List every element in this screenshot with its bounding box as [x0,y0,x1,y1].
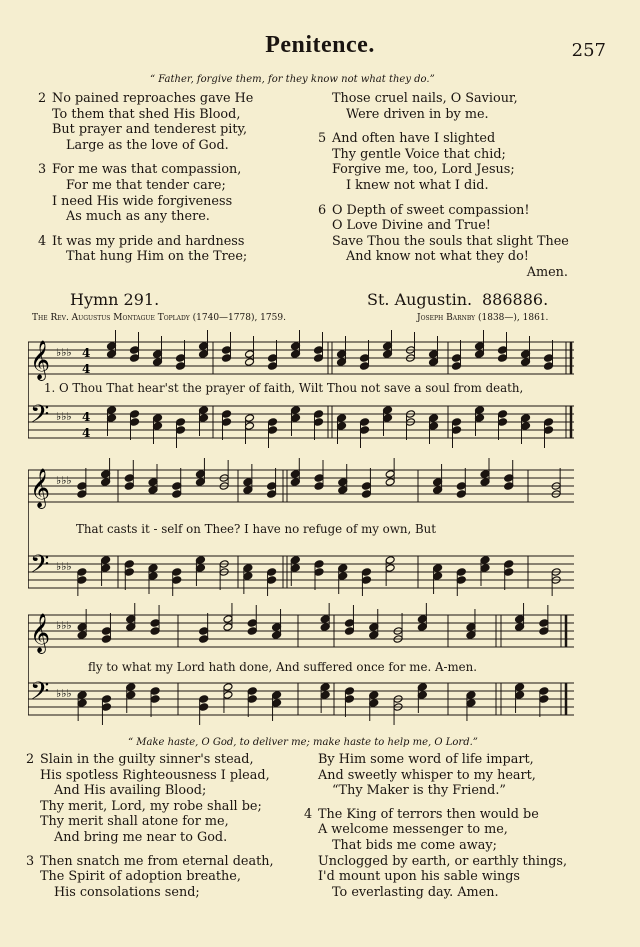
verse-line: That bids me come away; [332,837,497,853]
verse-line: Thy merit shall atone for me, [40,814,229,830]
verse-line: Forgive me, too, Lord Jesus; [332,162,515,178]
notehead [337,358,347,367]
notehead [466,623,476,632]
notehead [195,564,205,573]
notehead [515,683,525,692]
bass-clef-icon: 𝄢 [30,400,50,435]
notehead [360,418,370,427]
notehead [267,490,277,499]
notehead [101,556,111,565]
verse-line: To them that shed His Blood, [52,106,241,122]
verse-column-left [38,91,253,265]
notehead [268,354,278,363]
notehead [360,426,370,435]
notehead [429,414,439,423]
notehead [475,350,485,359]
svg-text:♭♭♭: ♭♭♭ [56,410,72,423]
notehead [337,414,347,423]
notehead [172,568,182,577]
notehead [222,418,232,427]
notehead [107,406,117,415]
verse-line: “Thy Maker is thy Friend.” [332,783,506,799]
notehead [314,418,324,427]
notehead [369,631,379,640]
notehead [338,478,348,487]
notehead [150,695,160,704]
notehead [150,619,160,628]
notehead [153,414,163,423]
notehead [195,556,205,565]
notehead [172,482,182,491]
notehead [417,623,427,632]
notehead [268,362,278,371]
notehead [126,683,136,692]
notehead [314,482,324,491]
notehead [272,691,282,700]
notehead [544,426,554,435]
notehead [314,474,324,483]
notehead [124,568,134,577]
notehead [320,615,330,624]
notehead [291,406,301,415]
verse-line: His spotless Righteousness I plead, [40,767,270,783]
notehead [338,572,348,581]
notehead [433,486,443,495]
notehead [314,568,324,577]
notehead [433,478,443,487]
notehead [383,414,393,423]
notehead [466,631,476,640]
notehead [521,358,531,367]
notehead [385,564,395,573]
notehead [107,342,117,351]
notehead [515,615,525,624]
verse-line: O Love Divine and True! [332,218,491,234]
notehead [107,350,117,359]
notehead [515,623,525,632]
notehead [504,482,514,491]
notehead [338,564,348,573]
notehead [515,691,525,700]
notehead [199,703,209,712]
notehead [521,414,531,423]
notehead [126,623,136,632]
notehead [320,623,330,632]
verse-line: And know not what they do! [346,249,529,265]
notehead [385,478,395,487]
notehead [337,422,347,431]
notehead [429,358,439,367]
notehead [456,490,466,499]
notehead [77,699,87,708]
notehead [153,422,163,431]
notehead [130,418,140,427]
notehead [150,687,160,696]
notehead [383,350,393,359]
epigraph-top: “ Father, forgive them, for they know not what they do.” [150,74,435,85]
notehead [247,619,257,628]
notehead [101,478,111,487]
notehead [199,635,209,644]
notehead [539,627,549,636]
notehead [498,346,508,355]
notehead [245,358,255,367]
verse-line: Save Thou the souls that slight Thee [332,233,569,249]
verse-line: The Spirit of adoption breathe, [40,869,241,885]
verse-line: I knew not what I did. [346,177,489,193]
notehead [101,695,111,704]
notehead [268,426,278,435]
notehead [361,568,371,577]
notehead [480,478,490,487]
verse-line: And bring me near to God. [54,829,228,845]
notehead [452,426,462,435]
notehead [124,560,134,569]
notehead [544,354,554,363]
notehead [199,627,209,636]
notehead [223,623,233,632]
notehead [247,687,257,696]
notehead [245,414,255,423]
bass-clef-icon: 𝄢 [30,550,50,585]
notehead [544,362,554,371]
notehead [176,354,186,363]
bass-staff [28,556,574,588]
verse-line: A welcome messenger to me, [318,822,508,838]
verse-line: 4 It was my pride and hardness [38,233,245,249]
notehead [272,699,282,708]
verse-line: 4 The King of terrors then would be [304,806,539,822]
notehead [195,478,205,487]
notehead [383,406,393,415]
notehead [148,564,158,573]
notehead [148,478,158,487]
notehead [539,687,549,696]
verse-line: Thy gentle Voice that chid; [332,146,506,162]
notehead [504,560,514,569]
verse-line: I'd mount upon his sable wings [318,869,520,885]
notehead [222,354,232,363]
notehead [267,482,277,491]
notehead [456,482,466,491]
notehead [153,350,163,359]
notehead [101,470,111,479]
notehead [314,410,324,419]
notehead [77,623,87,632]
notehead [153,358,163,367]
notehead [291,350,301,359]
notehead [77,482,87,491]
verse-line: And sweetly whisper to my heart, [318,767,536,783]
notehead [433,564,443,573]
notehead [272,623,282,632]
notehead [344,627,354,636]
notehead [498,418,508,427]
notehead [539,619,549,628]
notehead [338,486,348,495]
verse-line: 5 And often have I slighted [318,131,496,147]
notehead [475,342,485,351]
notehead [290,556,300,565]
notehead [452,354,462,363]
notehead [544,418,554,427]
notehead [222,346,232,355]
notehead [361,482,371,491]
notehead [521,350,531,359]
notehead [199,406,209,415]
notehead [385,470,395,479]
notehead [247,695,257,704]
notehead [124,482,134,491]
treble-clef-icon: 𝄞 [30,468,51,508]
notehead [77,691,87,700]
bass-clef-icon: 𝄢 [30,677,50,712]
notehead [498,410,508,419]
notehead [480,556,490,565]
notehead [456,568,466,577]
notehead [130,346,140,355]
notehead [291,342,301,351]
notehead [77,568,87,577]
notehead [344,695,354,704]
verse-line: 2 No pained reproaches gave He [38,91,254,106]
treble-clef-icon: 𝄞 [30,340,51,380]
notehead [199,350,209,359]
notehead [466,691,476,700]
verse-line: To everlasting day. Amen. [332,884,499,900]
notehead [385,556,395,565]
notehead [290,478,300,487]
svg-text:♭♭♭: ♭♭♭ [56,560,72,573]
verse-line: His consolations send; [54,884,200,900]
notehead [337,350,347,359]
notehead [521,422,531,431]
notehead [361,576,371,585]
verse-line: I need His wide forgiveness [52,193,233,209]
meter: 886886. [482,290,549,309]
notehead [172,576,182,585]
lyric-line-1: 1. O Thou That hear'st the prayer of faith, Wilt Thou not save a soul from death, [44,381,524,395]
notehead [199,695,209,704]
svg-text:4: 4 [82,362,91,376]
notehead [314,346,324,355]
page-number: 257 [571,40,606,61]
hymn291-column-right [304,752,567,900]
notehead [369,623,379,632]
verse-line: 6 O Depth of sweet compassion! [318,202,530,218]
verse-line: 2 Slain in the guilty sinner's stead, [26,752,254,767]
notehead [101,564,111,573]
notehead [130,354,140,363]
hymn-number: Hymn 291. [70,290,160,309]
svg-text:4: 4 [82,346,91,360]
notehead [360,362,370,371]
notehead [314,560,324,569]
notehead [429,350,439,359]
verse-line: As much as any there. [66,209,210,225]
notehead [223,691,233,700]
notehead [344,619,354,628]
notehead [77,576,87,585]
verse-line: For me that tender care; [66,177,226,193]
notehead [361,490,371,499]
notehead [176,362,186,371]
notehead [272,631,282,640]
notehead [199,414,209,423]
verse-line: That hung Him on the Tree; [66,249,248,265]
notehead [77,631,87,640]
lyric-line-2: That casts it - self on Thee? I have no refuge of my own, But [76,522,436,536]
notehead [290,470,300,479]
notehead [126,615,136,624]
notehead [172,490,182,499]
notehead [320,691,330,700]
notehead [148,486,158,495]
svg-text:♭♭♭: ♭♭♭ [56,687,72,700]
author-credit: The Rev. Augustus Montague Toplady (1740—1778), 1759. [32,313,286,323]
tune-name: St. Augustin. [367,290,473,309]
svg-text:♭♭♭: ♭♭♭ [56,474,72,487]
notehead [417,615,427,624]
page-title: Penitence. [265,32,375,58]
notehead [126,691,136,700]
notehead [320,683,330,692]
notehead [433,572,443,581]
notehead [148,572,158,581]
svg-text:♭♭♭: ♭♭♭ [56,346,72,359]
notehead [267,576,277,585]
notehead [223,615,233,624]
notehead [245,350,255,359]
notehead [243,486,253,495]
verse-line: 3 For me was that compassion, [38,162,242,178]
notehead [107,414,117,423]
notehead [101,703,111,712]
notehead [429,422,439,431]
notehead [290,564,300,573]
notehead [480,470,490,479]
treble-clef-icon: 𝄞 [30,613,51,653]
hymn291-column-left [26,752,274,900]
verse-line: And His availing Blood; [54,783,207,799]
notehead [475,406,485,415]
lyric-line-3: fly to what my Lord hath done, And suffered once for me. A-men. [88,660,477,674]
notehead [475,414,485,423]
verse-line: Unclogged by earth, or earthly things, [318,853,568,869]
verse-line: Were driven in by me. [346,106,489,122]
notehead [176,418,186,427]
verse-line: But prayer and tenderest pity, [52,122,248,138]
svg-text:4: 4 [82,410,91,424]
notehead [360,354,370,363]
notehead [452,418,462,427]
notehead [291,414,301,423]
notehead [504,568,514,577]
amen: Amen. [526,264,568,280]
svg-text:♭♭♭: ♭♭♭ [56,619,72,632]
notehead [243,572,253,581]
notehead [243,564,253,573]
notehead [243,478,253,487]
notehead [101,627,111,636]
notehead [369,691,379,700]
notehead [150,627,160,636]
svg-text:4: 4 [82,426,91,440]
composer-credit: Joseph Barnby (1838—), 1861. [417,313,549,323]
notehead [504,474,514,483]
notehead [480,564,490,573]
notehead [417,691,427,700]
notehead [176,426,186,435]
notehead [245,422,255,431]
verse-line: 3 Then snatch me from eternal death, [26,853,274,869]
notehead [223,683,233,692]
notehead [456,576,466,585]
notehead [130,410,140,419]
notehead [77,490,87,499]
verse-line: Those cruel nails, O Saviour, [332,91,518,106]
notehead [267,568,277,577]
notehead [314,354,324,363]
notehead [268,418,278,427]
notehead [101,635,111,644]
notehead [452,362,462,371]
notehead [539,695,549,704]
notehead [498,354,508,363]
notehead [383,342,393,351]
notehead [417,683,427,692]
notehead [195,470,205,479]
epigraph-bottom: “ Make haste, O God, to deliver me; make haste to help me, O Lord.” [128,737,478,748]
verse-line: By Him some word of life impart, [318,752,534,767]
notehead [344,687,354,696]
notehead [247,627,257,636]
notehead [466,699,476,708]
verse-line: Thy merit, Lord, my robe shall be; [40,798,262,814]
verse-column-right [318,91,568,281]
notehead [199,342,209,351]
verse-line: Large as the love of God. [66,137,229,153]
notehead [369,699,379,708]
notehead [222,410,232,419]
notehead [124,474,134,483]
